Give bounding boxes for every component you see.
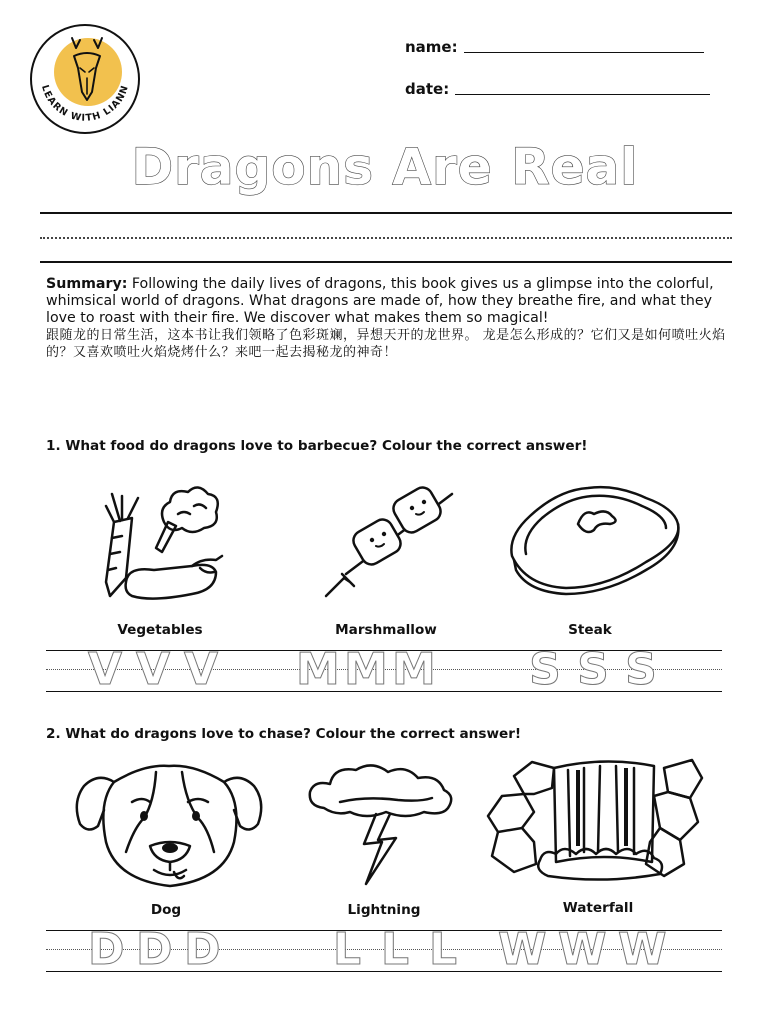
name-field[interactable] xyxy=(405,38,704,56)
summary xyxy=(46,276,730,361)
summary-label: Summary: xyxy=(46,276,128,292)
option-vegetables-label: Vegetables xyxy=(117,622,203,638)
question-2: 2. What do dragons love to chase? Colour the correct answer! xyxy=(46,726,522,742)
q2-tracing-lines[interactable] xyxy=(46,924,722,975)
trace-group-d[interactable] xyxy=(88,924,221,975)
summary-text-zh: 跟随龙的日常生活，这本书让我们领略了色彩斑斓，异想天开的龙世界。 龙是怎么形成的？它们又是如何喷吐火焰的？又喜欢喷吐火焰烧烤什么？来吧一起去揭秘龙的神奇！ xyxy=(46,328,726,360)
waterfall-icon[interactable] xyxy=(484,756,706,886)
date-line[interactable] xyxy=(455,93,710,95)
option-lightning-label: Lightning xyxy=(347,902,421,918)
trace-letter: W xyxy=(618,924,667,975)
option-marshmallow-label: Marshmallow xyxy=(335,622,437,638)
option-steak-label: Steak xyxy=(568,622,612,638)
trace-letter: W xyxy=(558,924,607,975)
trace-letter: L xyxy=(428,924,458,975)
page-title: Dragons Are Real xyxy=(131,138,639,196)
question-1: 1. What food do dragons love to barbecue? Colour the correct answer! xyxy=(46,438,588,454)
lightning-cloud-icon[interactable] xyxy=(306,762,456,892)
marshmallow-skewer-icon[interactable] xyxy=(316,478,464,606)
trace-letter: S xyxy=(529,644,561,695)
trace-group-m[interactable] xyxy=(296,644,436,695)
trace-group-w[interactable] xyxy=(498,924,667,975)
trace-letter: M xyxy=(344,644,388,695)
title-line-mid xyxy=(40,237,732,239)
title-line-top xyxy=(40,212,732,214)
dog-icon[interactable] xyxy=(74,762,264,892)
trace-letter: M xyxy=(296,644,340,695)
trace-letter: D xyxy=(184,924,221,975)
date-label: date: xyxy=(405,80,450,98)
trace-letter: W xyxy=(498,924,547,975)
trace-letter: V xyxy=(184,644,219,695)
logo-text: LEARN WITH LIANN xyxy=(38,83,132,124)
vegetables-icon[interactable] xyxy=(92,478,232,606)
name-line[interactable] xyxy=(464,51,704,53)
date-field[interactable] xyxy=(405,80,710,98)
trace-group-v[interactable] xyxy=(88,644,219,695)
trace-letter: S xyxy=(625,644,657,695)
name-label: name: xyxy=(405,38,458,56)
learn-with-liann-logo xyxy=(28,22,142,136)
trace-letter: V xyxy=(136,644,171,695)
trace-letter: V xyxy=(88,644,123,695)
steak-icon[interactable] xyxy=(506,484,684,596)
option-dog-label: Dog xyxy=(150,902,182,918)
option-waterfall-label: Waterfall xyxy=(562,900,634,916)
trace-letter: D xyxy=(136,924,173,975)
trace-letter: D xyxy=(88,924,125,975)
title-line-bottom xyxy=(40,261,732,263)
trace-letter: M xyxy=(392,644,436,695)
summary-text-en: Following the daily lives of dragons, this book gives us a glimpse into the colorful, whimsical world of dragons. What dragons are made of, how they breathe fire, and what they love to roast with their fire. We discover what makes them so magical! xyxy=(46,276,714,326)
trace-group-s[interactable] xyxy=(528,644,658,695)
trace-letter: L xyxy=(332,924,362,975)
trace-letter: L xyxy=(380,924,410,975)
trace-letter: S xyxy=(577,644,609,695)
q1-tracing-lines[interactable] xyxy=(46,644,722,695)
trace-group-l[interactable] xyxy=(330,924,460,975)
